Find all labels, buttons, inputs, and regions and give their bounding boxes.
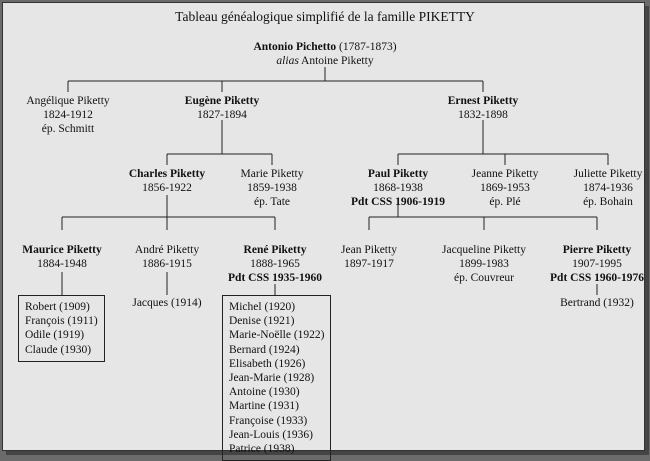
person-name: Eugène Piketty <box>184 95 260 107</box>
child-entry: Odile (1919) <box>25 329 85 342</box>
person-dates: 1824-1912 <box>43 109 93 121</box>
child-entry: Jean-Louis (1936) <box>229 428 313 441</box>
pierre-child: Bertrand (1932) <box>560 297 634 309</box>
child-entry: Jean-Marie (1928) <box>229 372 315 385</box>
root-node <box>253 40 396 68</box>
child-entry: Robert (1909) <box>25 301 90 313</box>
root-alias-name: Antoine Piketty <box>301 55 374 67</box>
person-andre <box>135 243 199 271</box>
person-role: Pdt CSS 1960-1976 <box>550 272 644 284</box>
child-entry: Michel (1920) <box>229 301 296 313</box>
child-entry: Marie-Noëlle (1922) <box>229 329 325 342</box>
person-dates: 1869-1953 <box>480 182 530 194</box>
person-dates: 1907-1995 <box>572 258 622 270</box>
person-note: ép. Schmitt <box>41 123 95 135</box>
person-note: ép. Bohain <box>583 196 633 208</box>
person-charles <box>129 167 205 195</box>
child-entry: Denise (1921) <box>229 315 295 328</box>
person-juliette <box>574 167 643 209</box>
person-marie <box>241 167 304 209</box>
person-ernest <box>448 94 519 122</box>
person-note: ép. Couvreur <box>453 272 515 284</box>
maurice-children-box <box>18 295 105 362</box>
person-name: André Piketty <box>134 244 200 256</box>
person-jean <box>341 243 397 271</box>
person-name: Maurice Piketty <box>22 244 102 256</box>
person-name: Jacqueline Piketty <box>442 244 526 256</box>
person-dates: 1856-1922 <box>142 182 192 194</box>
andre-child: Jacques (1914) <box>132 297 202 309</box>
person-name: Jeanne Piketty <box>471 168 539 180</box>
root-alias-label: alias <box>276 55 299 67</box>
root-dates: (1787-1873) <box>339 41 397 53</box>
person-role: Pdt CSS 1906-1919 <box>351 196 445 208</box>
rene-children-box <box>222 295 331 461</box>
person-dates: 1868-1938 <box>373 182 423 194</box>
person-name: Jean Piketty <box>341 244 397 256</box>
person-name: René Piketty <box>243 244 307 256</box>
person-name: Juliette Piketty <box>573 168 643 180</box>
person-paul <box>351 167 445 209</box>
page-title: Tableau généalogique simplifié de la famille PIKETTY <box>175 9 475 24</box>
person-note: ép. Plé <box>489 196 521 208</box>
person-dates: 1897-1917 <box>344 258 394 270</box>
person-angelique <box>26 94 109 136</box>
person-name: Angélique Piketty <box>26 95 110 107</box>
person-dates: 1874-1936 <box>583 182 633 194</box>
person-dates: 1888-1965 <box>250 258 300 270</box>
person-name: Charles Piketty <box>128 168 206 180</box>
person-jeanne <box>472 167 539 209</box>
child-entry: François (1911) <box>25 315 98 328</box>
person-pierre <box>550 243 644 285</box>
child-entry: Antoine (1930) <box>229 386 300 399</box>
child-entry: Martine (1931) <box>229 400 299 413</box>
person-rene <box>228 243 322 285</box>
child-entry: Bernard (1924) <box>229 343 300 356</box>
child-entry: Patrice (1938) <box>229 443 295 456</box>
person-role: Pdt CSS 1935-1960 <box>228 272 322 284</box>
person-dates: 1859-1938 <box>247 182 297 194</box>
person-name: Ernest Piketty <box>447 95 519 107</box>
person-eugene <box>185 94 259 122</box>
person-name: Marie Piketty <box>240 168 304 180</box>
person-note: ép. Tate <box>253 196 291 208</box>
person-name: Pierre Piketty <box>562 244 632 256</box>
child-entry: Françoise (1933) <box>229 414 308 427</box>
person-dates: 1827-1894 <box>197 109 247 121</box>
child-entry: Elisabeth (1926) <box>229 357 306 370</box>
person-dates: 1899-1983 <box>459 258 509 270</box>
person-dates: 1832-1898 <box>458 109 508 121</box>
person-dates: 1884-1948 <box>37 258 87 270</box>
person-dates: 1886-1915 <box>142 258 192 270</box>
person-name: Paul Piketty <box>367 168 429 180</box>
root-name: Antonio Pichetto <box>253 41 337 53</box>
child-entry: Claude (1930) <box>25 343 92 356</box>
person-jacqueline <box>442 243 526 285</box>
person-maurice <box>22 243 102 271</box>
